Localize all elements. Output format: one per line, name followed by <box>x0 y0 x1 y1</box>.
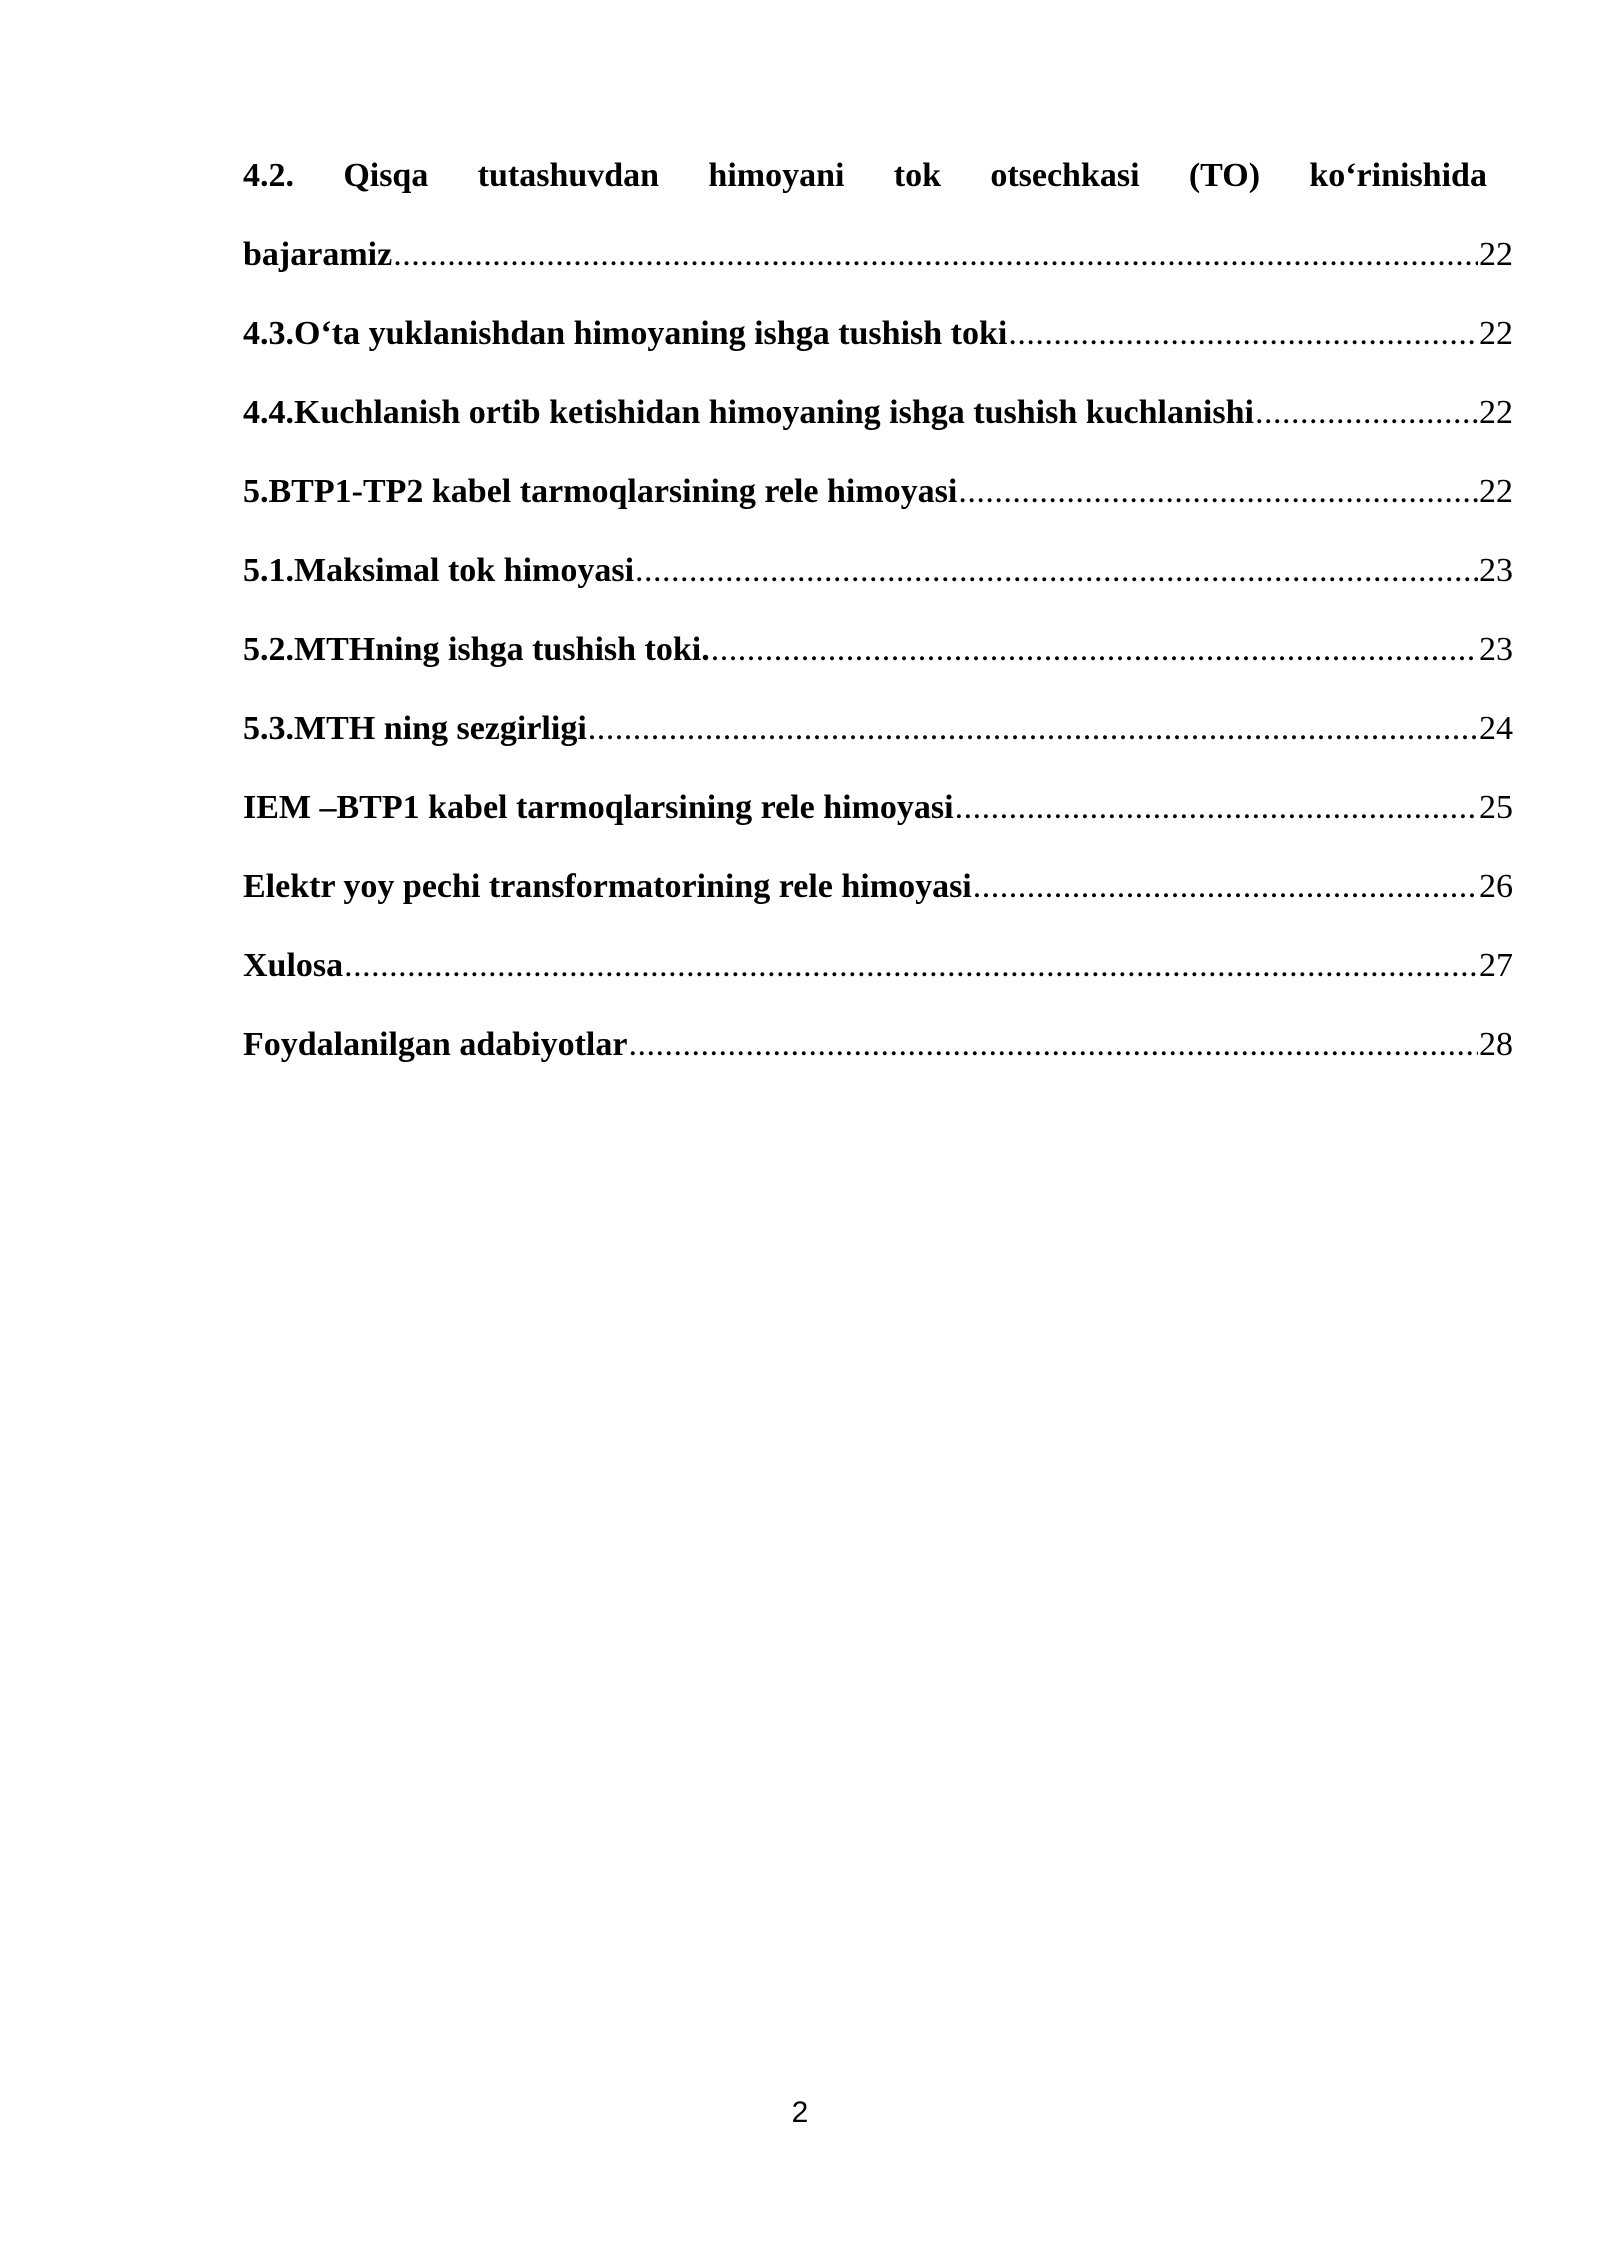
table-of-contents <box>243 136 1513 1084</box>
toc-word: Qisqa <box>343 157 429 194</box>
dot-leader <box>973 847 1478 926</box>
toc-word: otsechkasi <box>990 157 1140 194</box>
toc-entry-title: 5.BTP1-TP2 kabel tarmoqlarsining rele himoyasi <box>243 473 958 510</box>
dot-leader <box>344 926 1478 1005</box>
dot-leader <box>1255 373 1478 452</box>
toc-entry[interactable] <box>243 452 1513 531</box>
toc-entry-title: 5.2.MTHning ishga tushish toki. <box>243 631 710 668</box>
dot-leader <box>628 1005 1478 1084</box>
page-number: 2 <box>791 2096 809 2129</box>
toc-entry-title: 4.4.Kuchlanish ortib ketishidan himoyaning ishga tushish kuchlanishi <box>243 394 1254 431</box>
toc-list <box>243 294 1513 1084</box>
toc-entry-page: 26 <box>1479 868 1513 905</box>
toc-entry-title: Foydalanilgan adabiyotlar <box>243 1026 628 1063</box>
toc-word: himoyani <box>708 157 845 194</box>
dot-leader <box>635 531 1478 610</box>
toc-entry[interactable] <box>243 294 1513 373</box>
dot-leader <box>393 215 1478 294</box>
dot-leader <box>958 452 1478 531</box>
toc-word: ko‘rinishida <box>1309 157 1487 194</box>
toc-entry-page: 24 <box>1479 710 1513 747</box>
toc-entry[interactable] <box>243 926 1513 1005</box>
toc-entry-page: 23 <box>1479 552 1513 589</box>
toc-entry-page: 22 <box>1479 315 1513 352</box>
toc-entry-page: 25 <box>1479 789 1513 826</box>
toc-entry-title: bajaramiz <box>243 236 393 273</box>
toc-entry[interactable] <box>243 847 1513 926</box>
toc-entry-title: 5.3.MTH ning sezgirligi <box>243 710 587 747</box>
toc-entry[interactable] <box>243 689 1513 768</box>
toc-entry-line <box>243 136 1487 215</box>
dot-leader <box>955 768 1478 847</box>
toc-entry-title: IEM –BTP1 kabel tarmoqlarsining rele himoyasi <box>243 789 954 826</box>
toc-word: 4.2. <box>243 157 294 194</box>
toc-entry-title: Elektr yoy pechi transformatorining rele himoyasi <box>243 868 972 905</box>
dot-leader <box>588 689 1478 768</box>
toc-entry-page: 27 <box>1479 947 1513 984</box>
toc-entry[interactable] <box>243 1005 1513 1084</box>
toc-entry[interactable] <box>243 768 1513 847</box>
toc-entry-page: 22 <box>1479 236 1513 273</box>
toc-word: (TO) <box>1188 157 1261 194</box>
toc-word: tutashuvdan <box>477 157 660 194</box>
toc-entry-title: 5.1.Maksimal tok himoyasi <box>243 552 635 589</box>
toc-entry[interactable] <box>243 610 1513 689</box>
dot-leader <box>711 610 1478 689</box>
toc-word: tok <box>893 157 941 194</box>
toc-entry-title: 4.3.O‘ta yuklanishdan himoyaning ishga tushish toki <box>243 315 1008 352</box>
toc-entry-page: 22 <box>1479 394 1513 431</box>
toc-entry[interactable] <box>243 215 1513 294</box>
toc-entry-page: 28 <box>1479 1026 1513 1063</box>
toc-entry[interactable] <box>243 531 1513 610</box>
toc-entry[interactable] <box>243 373 1513 452</box>
toc-entry-page: 23 <box>1479 631 1513 668</box>
dot-leader <box>1008 294 1478 373</box>
toc-entry-title: Xulosa <box>243 947 344 984</box>
toc-entry-page: 22 <box>1479 473 1513 510</box>
